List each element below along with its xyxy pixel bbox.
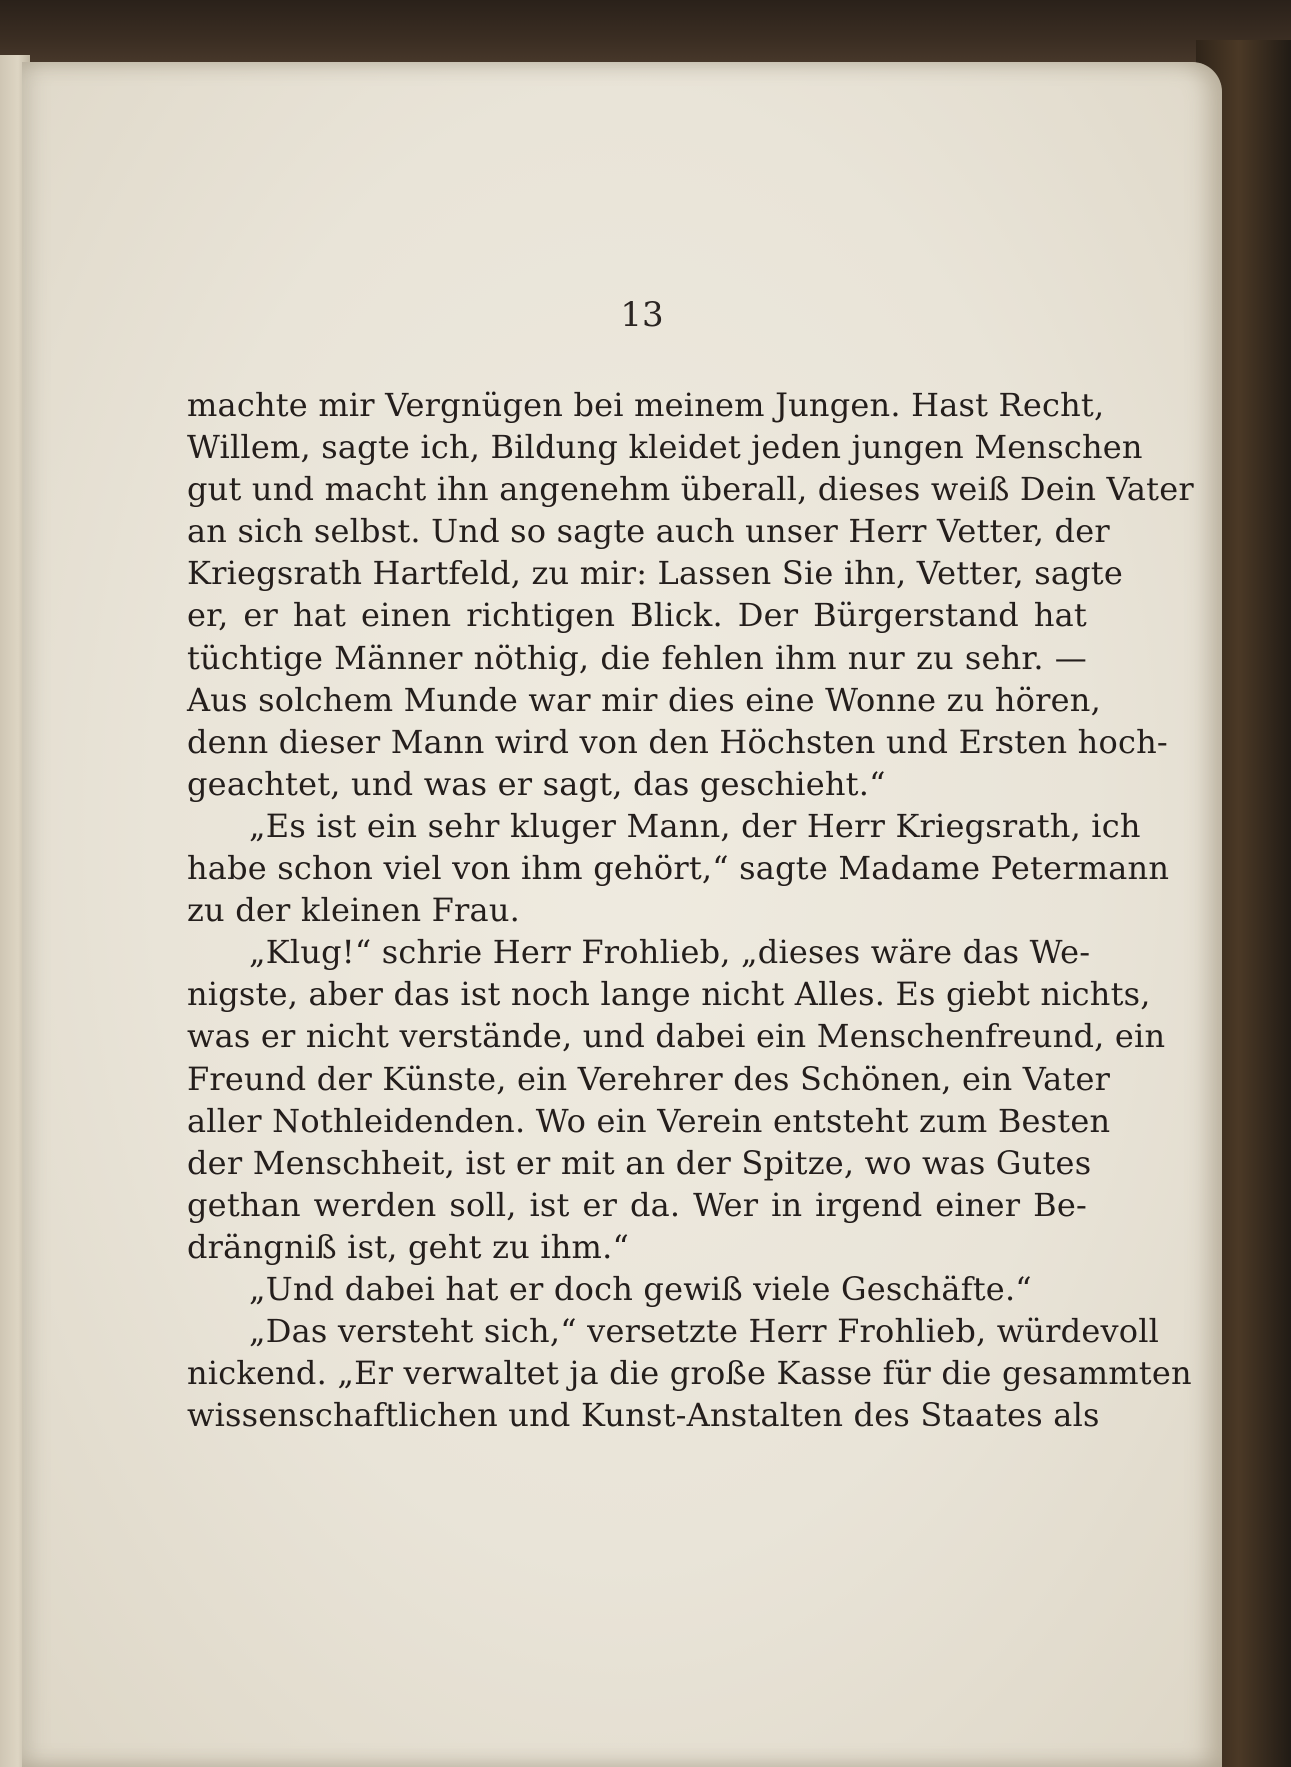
text-line: Willem, sagte ich, Bildung kleidet jeden jungen Menschen — [187, 428, 1143, 467]
text-line: was er nicht verstände, und dabei ein Menschenfreund, ein — [187, 1017, 1166, 1056]
text-line: „Klug!“ schrie Herr Frohlieb, „dieses wäre das We- — [249, 933, 1091, 972]
text-line: denn dieser Mann wird von den Höchsten und Ersten hoch- — [187, 722, 1168, 761]
text-line: wissenschaftlichen und Kunst-Anstalten des Staates als — [187, 1396, 1100, 1435]
text-line: „Es ist ein sehr kluger Mann, der Herr Kriegsrath, ich — [249, 806, 1141, 845]
text-line: „Das versteht sich,“ versetzte Herr Frohlieb, würdevoll — [249, 1312, 1160, 1351]
text-line: habe schon viel von ihm gehört,“ sagte Madame Petermann — [187, 849, 1170, 888]
text-line: „Und dabei hat er doch gewiß viele Geschäfte.“ — [249, 1269, 1032, 1308]
book-cover-top-edge — [0, 0, 1291, 70]
text-line: aller Nothleidenden. Wo ein Verein entsteht zum Besten — [187, 1101, 1111, 1140]
text-line: machte mir Vergnügen bei meinem Jungen. Hast Recht, — [187, 386, 1105, 424]
text-line: gethan werden soll, ist er da. Wer in irgend einer Be- — [187, 1185, 1087, 1224]
text-line: nigste, aber das ist noch lange nicht Alles. Es giebt nichts, — [187, 975, 1151, 1014]
text-line: Freund der Künste, ein Verehrer des Schönen, ein Vater — [187, 1059, 1111, 1098]
text-line: gut und macht ihn angenehm überall, dieses weiß Dein Vater — [187, 470, 1194, 509]
page-number: 13 — [620, 295, 664, 335]
text-line: zu der kleinen Frau. — [187, 891, 521, 930]
text-line: Kriegsrath Hartfeld, zu mir: Lassen Sie ihn, Vetter, sagte — [187, 554, 1123, 593]
text-line: an sich selbst. Und so sagte auch unser Herr Vetter, der — [187, 512, 1110, 551]
text-line: Aus solchem Munde war mir dies eine Wonne zu hören, — [187, 680, 1101, 719]
text-line: geachtet, und was er sagt, das geschieht.“ — [187, 764, 886, 803]
text-line: er, er hat einen richtigen Blick. Der Bürgerstand hat — [187, 596, 1087, 635]
book-page — [22, 62, 1222, 1767]
text-line: tüchtige Männer nöthig, die fehlen ihm nur zu sehr. — — [187, 638, 1087, 677]
body-text — [187, 384, 1194, 1436]
text-line: der Menschheit, ist er mit an der Spitze, wo was Gutes — [187, 1143, 1092, 1182]
text-line: drängniß ist, geht zu ihm.“ — [187, 1227, 630, 1266]
text-line: nickend. „Er verwaltet ja die große Kasse für die gesammten — [187, 1354, 1192, 1393]
